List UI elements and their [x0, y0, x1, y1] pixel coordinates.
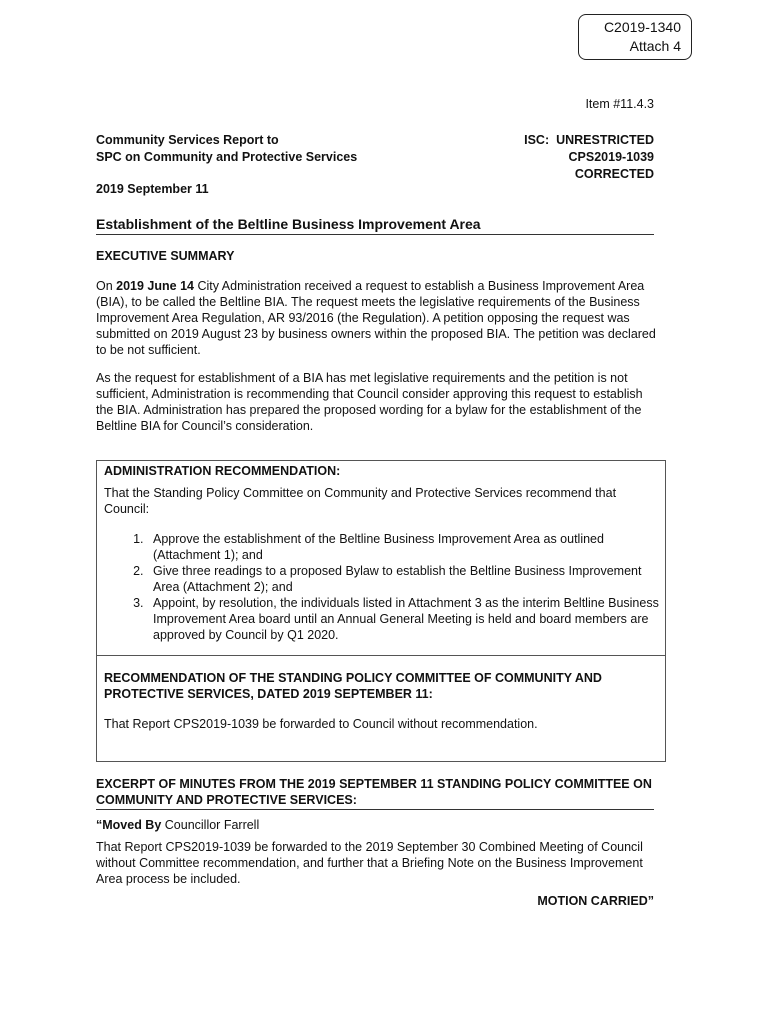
executive-summary-heading: EXECUTIVE SUMMARY: [96, 249, 235, 263]
report-header-left: [96, 132, 357, 166]
motion-result: MOTION CARRIED”: [537, 894, 654, 908]
report-status: CORRECTED: [574, 167, 654, 181]
minutes-heading: EXCERPT OF MINUTES FROM THE 2019 SEPTEMBER 11 STANDING POLICY COMMITTEE ON COMMUNITY AND PROTECTIVE SERVICES:: [96, 776, 654, 810]
admin-recommendation-list: [104, 531, 659, 643]
executive-summary-paragraph-2: As the request for establishment of a BIA has met legislative requirements and the petition is not sufficient, Administration is recommending that Council consider approving this request to establish the BIA. Administration has prepared the proposed wording for a bylaw for the establishment of the Beltline BIA for Council’s consideration.: [96, 371, 643, 433]
admin-recommendation-heading: ADMINISTRATION RECOMMENDATION:: [104, 464, 341, 478]
moved-by-name: Councillor Farrell: [161, 818, 260, 832]
attachment-id: C2019-1340: [603, 19, 681, 35]
isc-classification: ISC: UNRESTRICTED: [524, 133, 654, 147]
item-number: Item #11.4.3: [585, 97, 654, 111]
report-committee: SPC on Community and Protective Services: [96, 150, 358, 164]
executive-summary-paragraph-1: On 2019 June 14 City Administration received a request to establish a Business Improvement Area (BIA), to be called the Beltline BIA. The request meets the legislative requirements of the Business Improvement Area Regulation, AR 93/2016 (the Regulation). A petition opposing the request was submitted on 2019 August 23 by business owners within the proposed BIA. The petition was declared to be not sufficient.: [96, 279, 656, 357]
report-date: 2019 September 11: [96, 182, 209, 196]
request-date: 2019 June 14: [116, 279, 194, 293]
recommendation-box: [96, 460, 666, 762]
report-header-right: [524, 132, 654, 183]
admin-recommendation-list-container: [104, 531, 659, 643]
list-item: 1. Approve the establishment of the Beltline Business Improvement Area as outlined (Attachment 1); and: [147, 531, 659, 563]
motion-text: That Report CPS2019-1039 be forwarded to the 2019 September 30 Combined Meeting of Council without Committee recommendation, and further that a Briefing Note on the Business Improvement Area process be included.: [96, 840, 643, 886]
spc-recommendation-heading: RECOMMENDATION OF THE STANDING POLICY COMMITTEE OF COMMUNITY AND PROTECTIVE SERVICES, DATED 2019 SEPTEMBER 11:: [104, 671, 602, 701]
report-audience: Community Services Report to: [96, 133, 279, 147]
attachment-label-box: [578, 14, 692, 60]
moved-by-line: [96, 817, 259, 833]
report-number: CPS2019-1039: [568, 150, 654, 164]
attachment-number: Attach 4: [629, 38, 681, 54]
admin-recommendation-intro: That the Standing Policy Committee on Community and Protective Services recommend that Council:: [104, 486, 617, 516]
list-item: 2. Give three readings to a proposed Bylaw to establish the Beltline Business Improvement Area (Attachment 2); and: [147, 563, 659, 595]
moved-by-label: “Moved By: [96, 818, 162, 832]
admin-recommendation-section: [97, 461, 665, 656]
list-item: 3. Appoint, by resolution, the individuals listed in Attachment 3 as the interim Beltline Business Improvement Area board until an Annual General Meeting is held and board members are approved by Council by Q1 2020.: [147, 595, 659, 643]
spc-recommendation-text: That Report CPS2019-1039 be forwarded to Council without recommendation.: [104, 717, 538, 731]
page-title: Establishment of the Beltline Business Improvement Area: [96, 215, 654, 235]
